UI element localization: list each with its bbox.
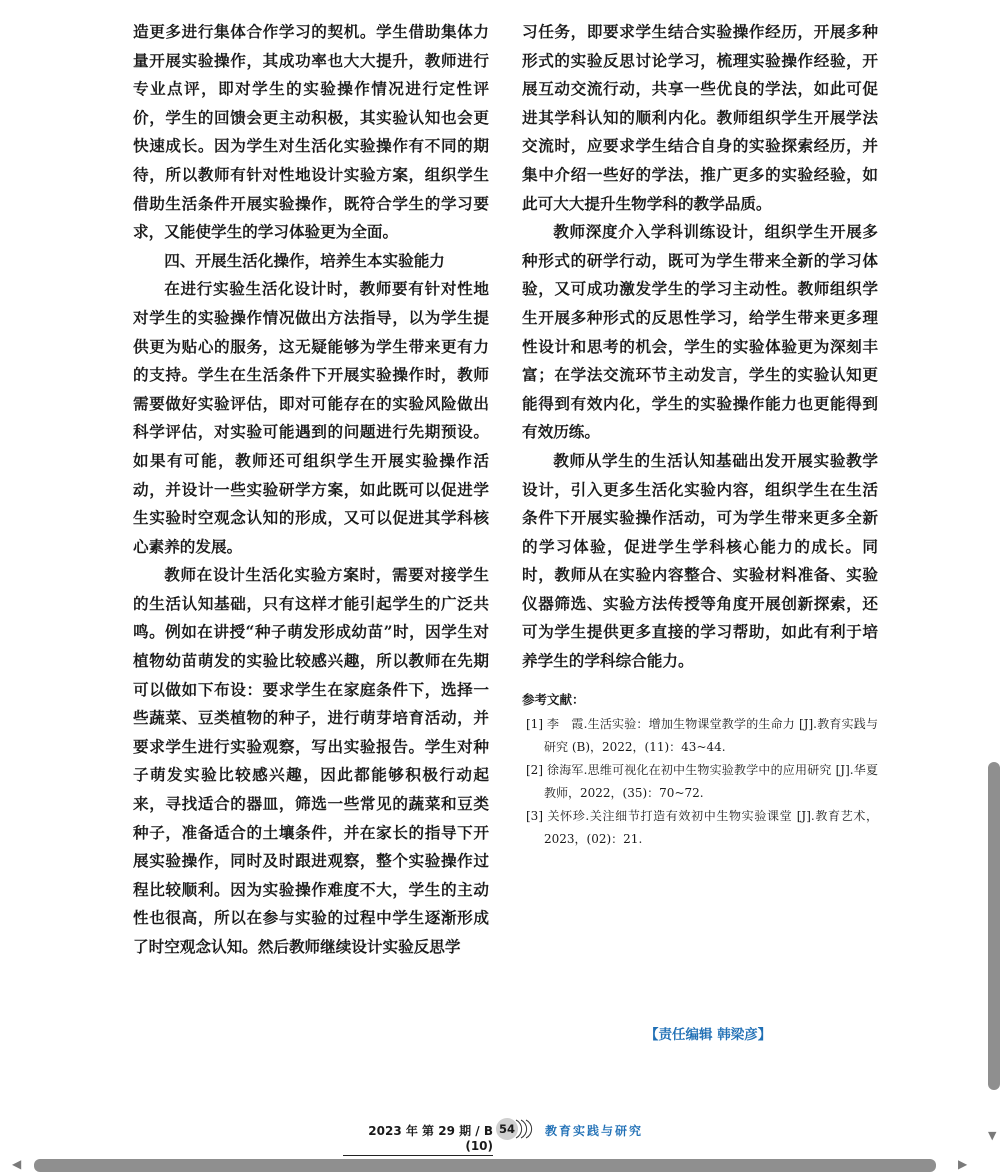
references-title: 参考文献： bbox=[522, 691, 585, 707]
paragraph: 教师在设计生活化实验方案时，需要对接学生的生活认知基础，只有这样才能引起学生的广泛共鸣。例如在讲授“种子萌发形成幼苗”时，因学生对植物幼苗萌发的实验比较感兴趣，所以教师在先期可以做如下布设：要求学生在家庭条件下，选择一些蔬菜、豆类植物的种子，进行萌芽培育活动，并要求学生进行实验观察，写出实验报告。学生对种子萌发实验比较感兴趣，因此都能够积极行动起来，寻找适合的器皿，筛选一些常见的蔬菜和豆类种子，准备适合的土壤条件，并在家长的指导下开展实验操作，同时及时跟进观察，整个实验操作过程比较顺利。因为实验操作难度不大，学生的主动性也很高，所以在参与实验的过程中学生逐渐形成了时空观念认知。然后教师继续设计实验反思学 bbox=[133, 565, 489, 956]
scroll-down-arrow-icon[interactable]: ▼ bbox=[988, 1129, 997, 1142]
left-column bbox=[133, 18, 489, 962]
issue-label: 2023 年 第 29 期 / B (10) bbox=[343, 1122, 493, 1156]
paragraph: 习任务，即要求学生结合实验操作经历，开展多种形式的实验反思讨论学习，梳理实验操作经验，开展互动交流行动，共享一些优良的学法，如此可促进其学科认知的顺利内化。教师组织学生开展学法交流时，应要求学生结合自身的实验探索经历，并集中介绍一些好的学法，推广更多的实验经验，如此可大大提升生物学科的教学品质。 bbox=[522, 22, 878, 213]
horizontal-scroll-thumb[interactable] bbox=[34, 1159, 936, 1172]
page-footer bbox=[0, 1118, 1005, 1153]
section-heading: 四、开展生活化操作，培养生本实验能力 bbox=[164, 250, 445, 270]
decorative-arcs-icon bbox=[512, 1118, 536, 1142]
vertical-scrollbar[interactable] bbox=[985, 0, 1005, 1156]
scroll-right-arrow-icon[interactable]: ▶ bbox=[958, 1157, 968, 1171]
reference-item: [2] 徐海军.思维可视化在初中生物实验教学中的应用研究 [J].华夏教师，2022，(35)：70~72. bbox=[526, 762, 878, 800]
references bbox=[522, 688, 878, 851]
paragraph: 造更多进行集体合作学习的契机。学生借助集体力量开展实验操作，其成功率也大大提升，教师进行专业点评，即对学生的实验操作情况进行定性评价，学生的回馈会更主动积极，其实验认知也会更快速成长。因为学生对生活化实验操作有不同的期待，所以教师有针对性地设计实验方案，组织学生借助生活条件开展实验操作，既符合学生的学习要求，又能使学生的学习体验更为全面。 bbox=[133, 22, 489, 242]
scroll-left-arrow-icon[interactable]: ◀ bbox=[12, 1157, 22, 1171]
horizontal-scrollbar[interactable] bbox=[0, 1156, 985, 1176]
responsible-editor: 【责任编辑 韩梁彦】 bbox=[645, 1027, 772, 1043]
paragraph: 在进行实验生活化设计时，教师要有针对性地对学生的实验操作情况做出方法指导，以为学生提供更为贴心的服务，这无疑能够为学生带来更有力的支持。学生在生活条件下开展实验操作时，教师需要做好实验评估，即对可能存在的实验风险做出科学评估，对实验可能遇到的问题进行先期预设。如果有可能，教师还可组织学生开展实验操作活动，并设计一些实验研学方案，如此既可以促进学生实验时空观念认知的形成，又可以促进其学科核心素养的发展。 bbox=[133, 279, 489, 556]
reference-item: [3] 关怀珍.关注细节打造有效初中生物实验课堂 [J].教育艺术，2023，(02)：21. bbox=[526, 808, 878, 846]
page-number: 54 bbox=[496, 1118, 518, 1140]
paragraph: 教师从学生的生活认知基础出发开展实验教学设计，引入更多生活化实验内容，组织学生在生活条件下开展实验操作活动，可为学生带来更多全新的学习体验，促进学生学科核心能力的成长。同时，教师从在实验内容整合、实验材料准备、实验仪器筛选、实验方法传授等角度开展创新探索，还可为学生提供更多直接的学习帮助，如此有利于培养学生的学科综合能力。 bbox=[522, 450, 878, 671]
reference-item: [1] 李 霞.生活实验：增加生物课堂教学的生命力 [J].教育实践与研究 (B)，2022，(11)：43~44. bbox=[526, 716, 878, 754]
vertical-scroll-thumb[interactable] bbox=[988, 762, 1000, 1090]
paragraph: 教师深度介入学科训练设计，组织学生开展多种形式的研学行动，既可为学生带来全新的学习体验，又可成功激发学生的学习主动性。教师组织学生开展多种形式的反思性学习，给学生带来更多理性设计和思考的机会，学生的实验体验更为深刻丰富；在学法交流环节主动发言，学生的实验认知更能得到有效内化，学生的实验操作能力也更能得到有效历练。 bbox=[522, 222, 878, 442]
journal-name: 教育实践与研究 bbox=[545, 1124, 644, 1138]
right-column bbox=[522, 18, 878, 851]
